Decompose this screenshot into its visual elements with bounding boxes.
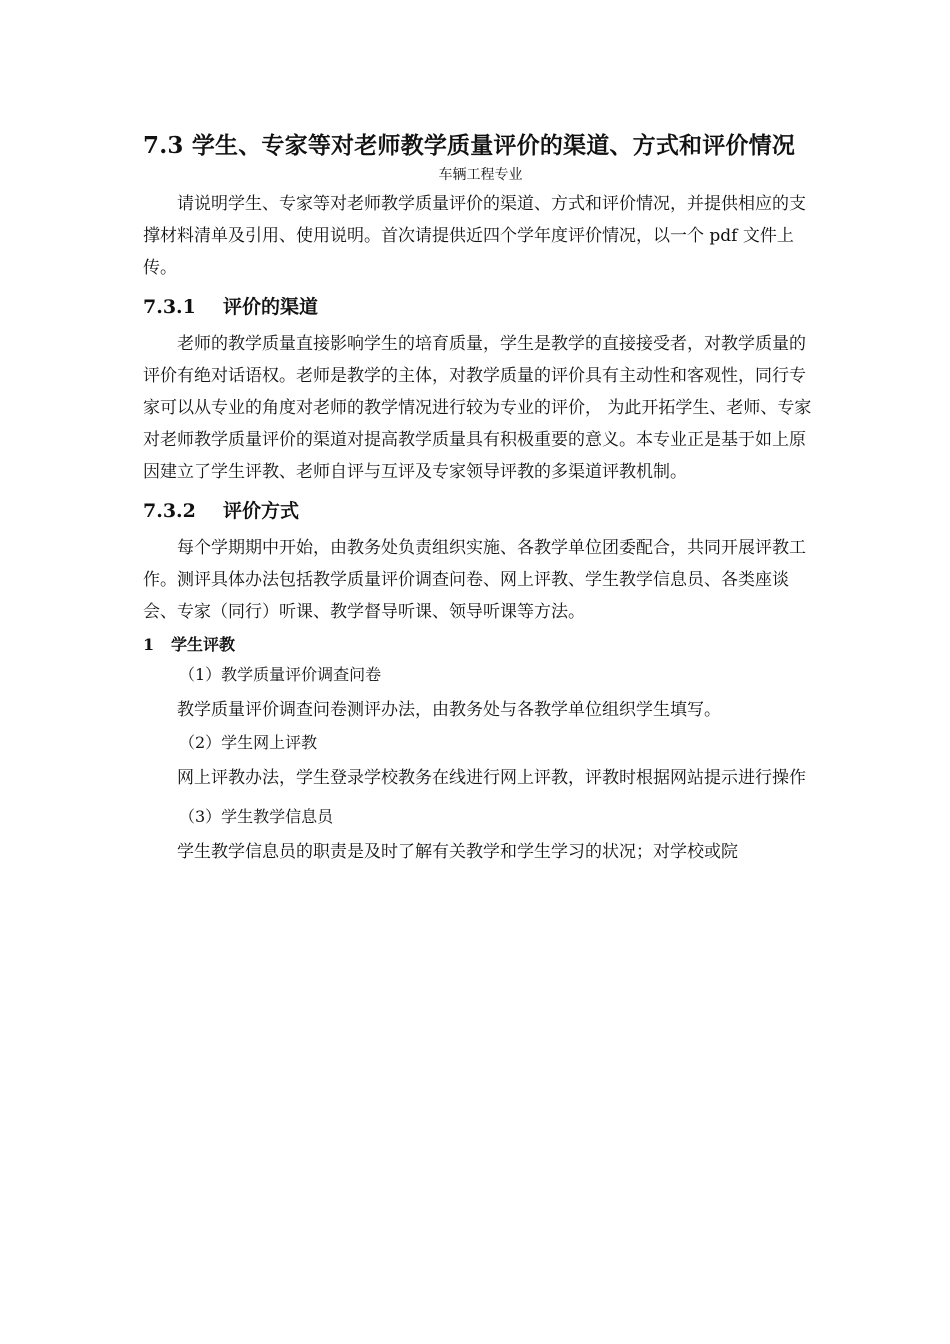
section-heading-7-3-1 bbox=[143, 292, 818, 322]
subsection-title: 学生评教 bbox=[171, 635, 236, 654]
section-number: 7.3.1 bbox=[143, 296, 196, 318]
section-title: 评价方式 bbox=[223, 500, 300, 522]
subsection-heading bbox=[143, 632, 818, 658]
list-item-text: 教学质量评价调查问卷测评办法，由教务处与各教学单位组织学生填写。 bbox=[177, 700, 721, 720]
list-item-text: 学生教学信息员的职责是及时了解有关教学和学生学习的状况；对学校或院 bbox=[177, 842, 738, 862]
list-item-label: （2）学生网上评教 bbox=[179, 733, 318, 752]
subsection-number: 1 bbox=[143, 635, 155, 654]
section-paragraph: 老师的教学质量直接影响学生的培育质量，学生是教学的直接接受者，对教学质量的评价有绝对话语权。老师是教学的主体，对教学质量的评价具有主动性和客观性，同行专家可以从专业的角度对老师的教学情况进行较为专业的评价， 为此开拓学生、老师、专家对老师教学质量评价的渠道对提高教学质量具有积极重要的意义。本专业正是基于如上原因建立了学生评教、老师自评与互评及专家领导评教的多渠道评教机制。 bbox=[143, 334, 812, 482]
section-paragraph: 每个学期期中开始，由教务处负责组织实施、各教学单位团委配合，共同开展评教工作。测评具体办法包括教学质量评价调查问卷、网上评教、学生教学信息员、各类座谈会、专家（同行）听课、教学督导听课、领导听课等方法。 bbox=[143, 538, 806, 622]
page-subtitle: 车辆工程专业 bbox=[438, 167, 523, 183]
intro-paragraph: 请说明学生、专家等对老师教学质量评价的渠道、方式和评价情况，并提供相应的支撑材料清单及引用、使用说明。首次请提供近四个学年度评价情况，以一个 pdf 文件上传。 bbox=[143, 194, 806, 278]
list-item-label: （1）教学质量评价调查问卷 bbox=[179, 665, 382, 684]
page-title: 7.3 学生、专家等对老师教学质量评价的渠道、方式和评价情况 bbox=[143, 132, 796, 159]
section-title: 评价的渠道 bbox=[223, 296, 319, 318]
section-number: 7.3.2 bbox=[143, 500, 196, 522]
list-item-label: （3）学生教学信息员 bbox=[179, 807, 334, 826]
section-heading-7-3-2 bbox=[143, 496, 818, 526]
document-content bbox=[143, 128, 818, 868]
list-item-text: 网上评教办法，学生登录学校教务在线进行网上评教，评教时根据网站提示进行操作 bbox=[177, 768, 806, 788]
